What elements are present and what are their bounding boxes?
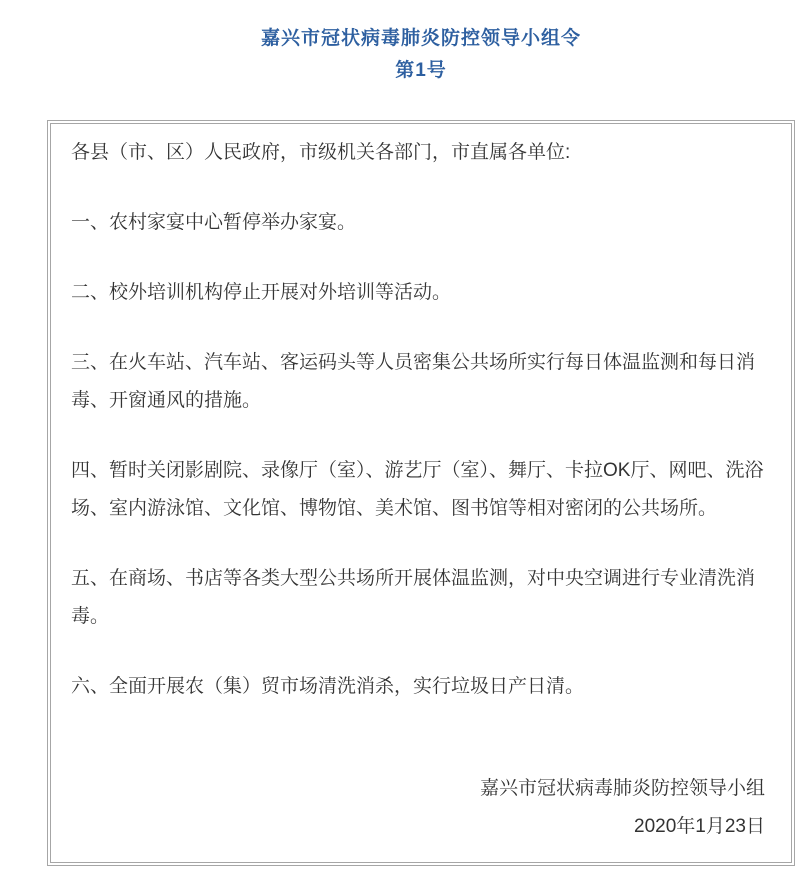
signature: 嘉兴市冠状病毒肺炎防控领导小组 (479, 778, 765, 799)
order-item-1: 一、农村家宴中心暂停举办家宴。 (71, 212, 357, 233)
page-subtitle: 第1号 (395, 60, 447, 81)
order-item-2: 二、校外培训机构停止开展对外培训等活动。 (71, 282, 452, 303)
order-item-4: 四、暂时关闭影剧院、录像厅（室）、游艺厅（室）、舞厅、卡拉OK厅、网吧、洗浴场、室内游泳馆、文化馆、博物馆、美术馆、图书馆等相对密闭的公共场所。 (71, 460, 764, 519)
order-item-5: 五、在商场、书店等各类大型公共场所开展体温监测，对中央空调进行专业清洗消毒。 (71, 568, 756, 627)
order-item-3: 三、在火车站、汽车站、客运码头等人员密集公共场所实行每日体温监测和每日消毒、开窗通风的措施。 (71, 352, 756, 411)
notice-box-inner (50, 123, 792, 863)
notice-box (47, 120, 795, 866)
document-header (47, 0, 795, 87)
date: 2020年1月23日 (634, 816, 765, 837)
salutation: 各县（市、区）人民政府，市级机关各部门，市直属各单位: (71, 142, 571, 163)
page-title: 嘉兴市冠状病毒肺炎防控领导小组令 (260, 28, 581, 49)
order-item-6: 六、全面开展农（集）贸市场清洗消杀，实行垃圾日产日清。 (71, 676, 585, 697)
